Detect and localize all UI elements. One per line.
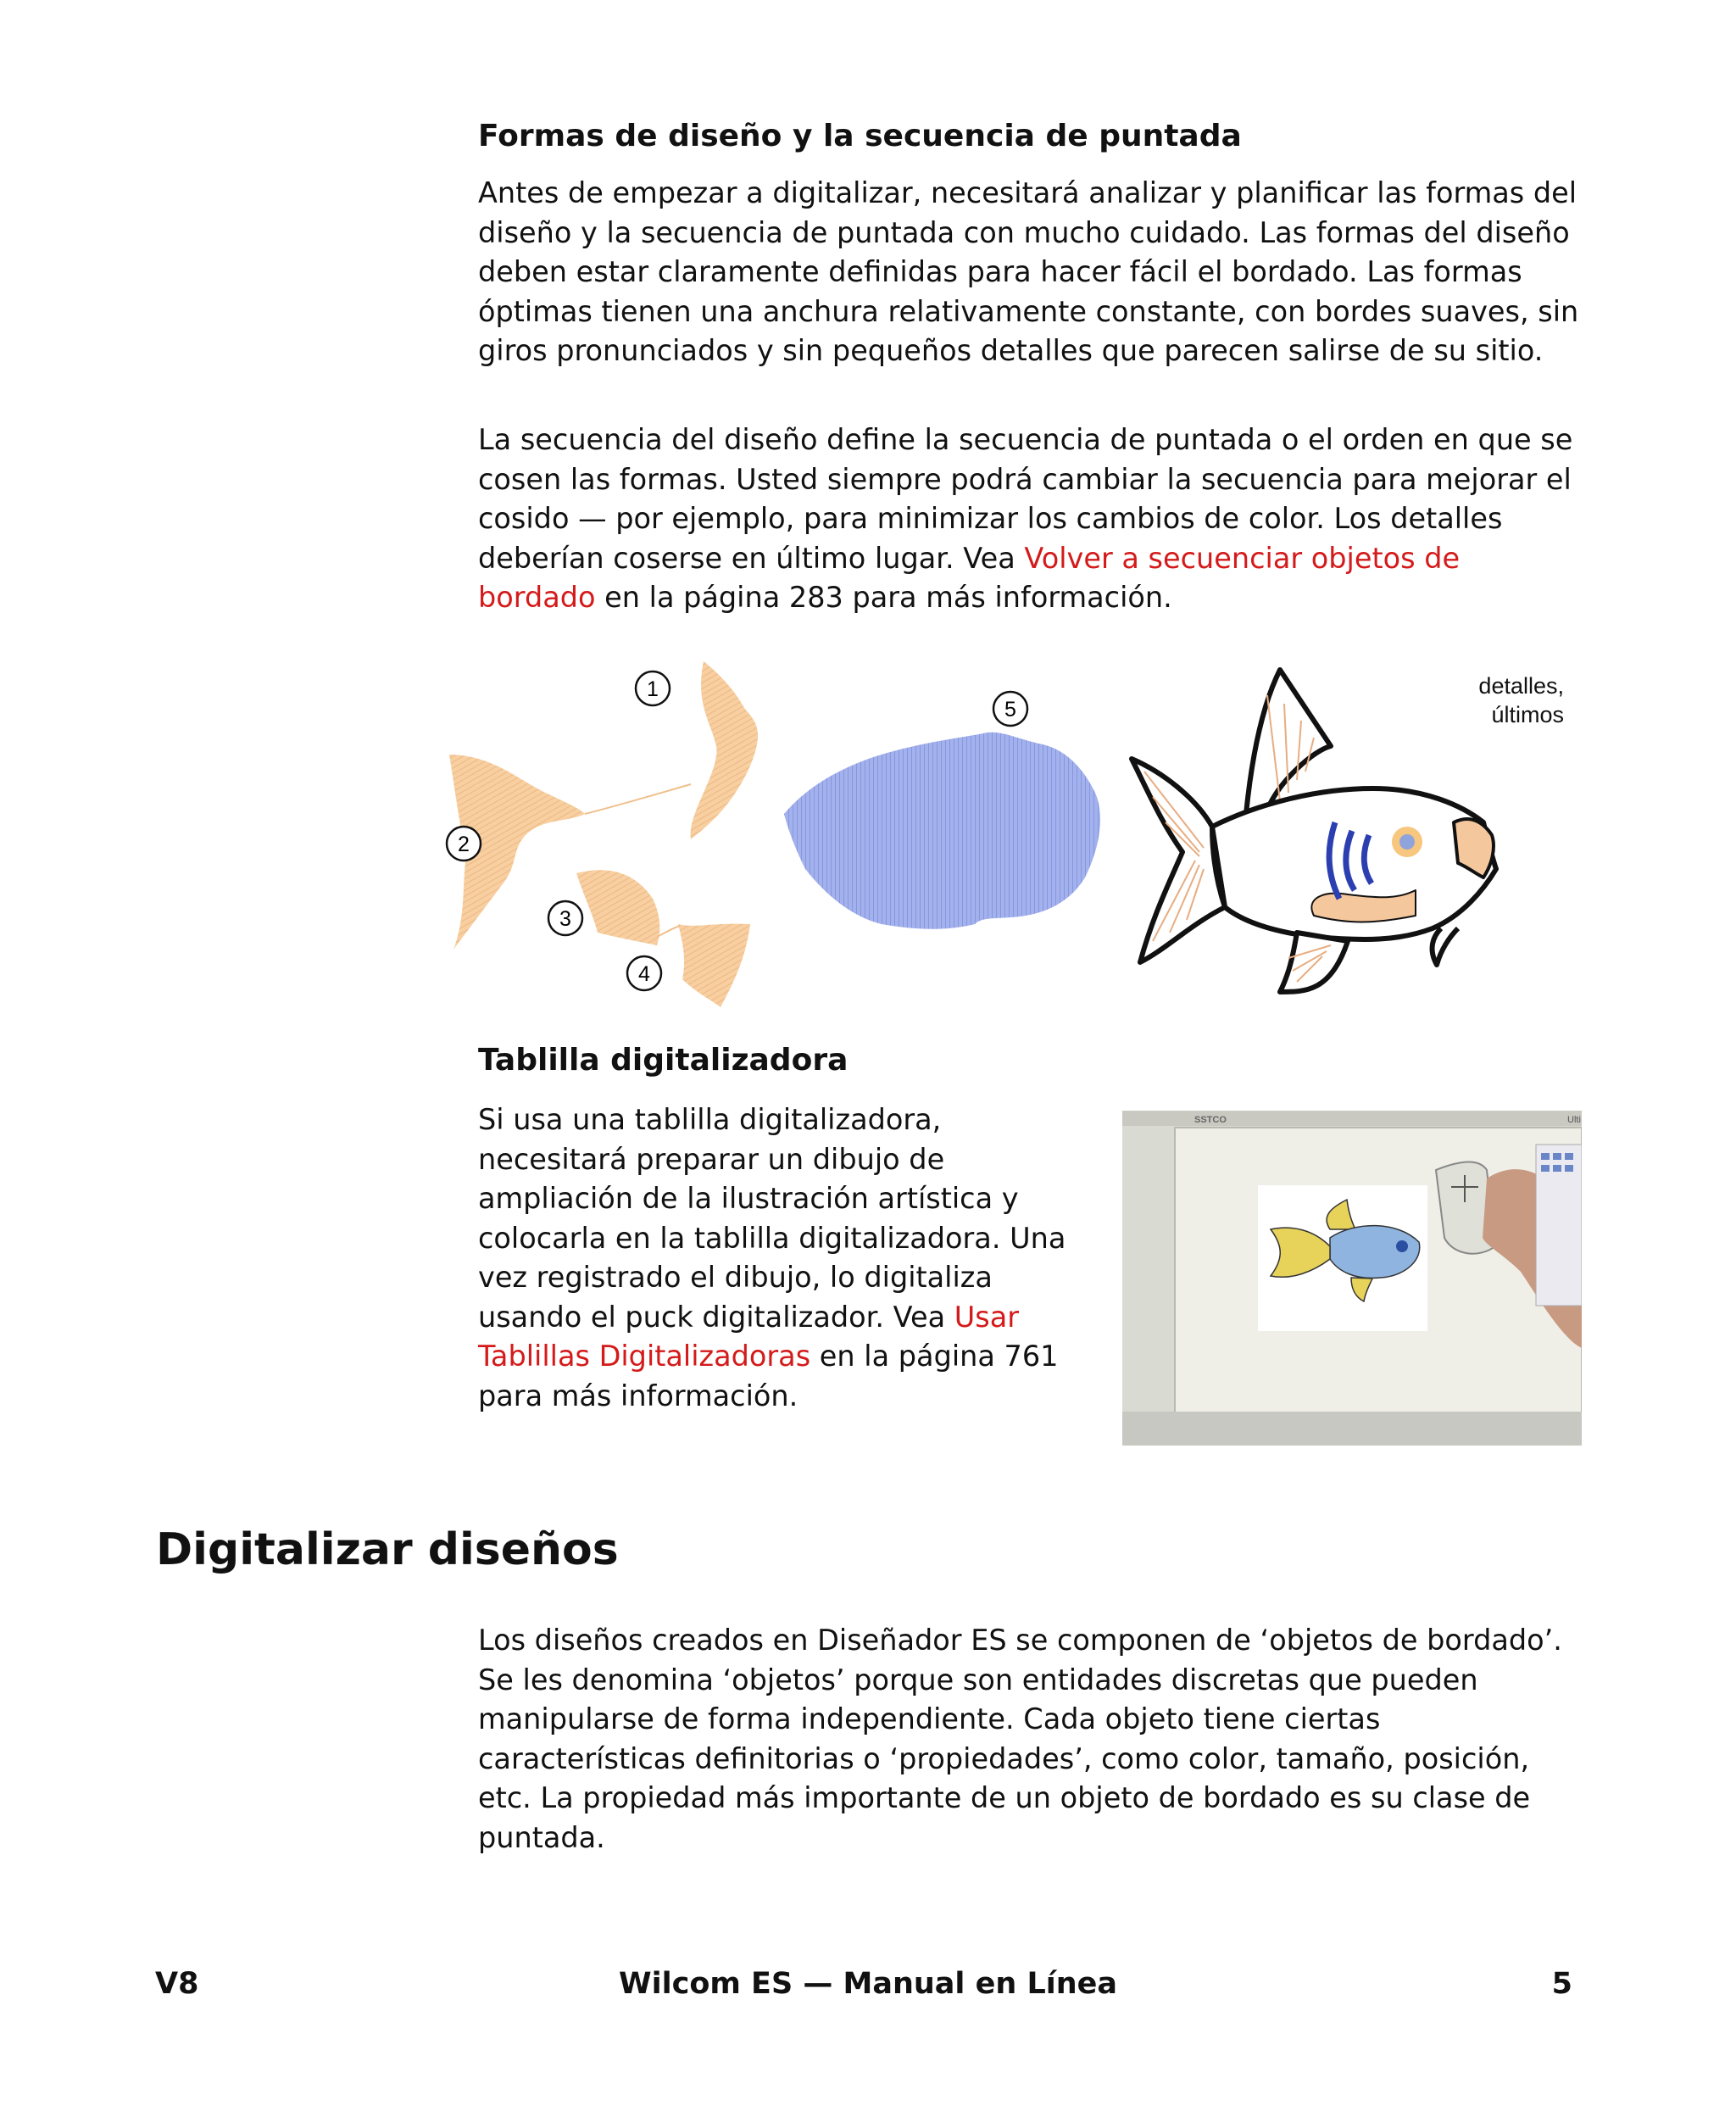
fish-body-blue — [784, 733, 1100, 929]
marker-1: 1 — [647, 677, 659, 701]
footer-page-number: 5 — [1551, 1967, 1572, 2001]
paragraph-text: en la página 761 para más información. — [478, 1340, 1059, 1412]
section-heading-tablilla: Tablilla digitalizadora — [478, 1043, 849, 1078]
link-usar-tablillas[interactable]: Usar Tablillas Digitalizadoras — [478, 1300, 1020, 1373]
paragraph-text: en la página 283 para más información. — [595, 581, 1172, 614]
paragraph-tablilla — [478, 1100, 1097, 1416]
paragraph-digitalizar: Los diseños creados en Diseñador ES se componen de ‘objetos de bordado’. Se les denomina ‘objetos’ porque son entidades discretas que pueden manipularse de forma independiente. Cada objeto tiene ciertas características definitorias o ‘propiedades’, como color, tamaño, posición, etc. La propiedad más importante de un objeto de bordado es su clase de puntada. — [478, 1624, 1562, 1854]
paragraph-formas-1: Antes de empezar a digitalizar, necesitará analizar y planificar las formas del diseño y la secuencia de puntada con mucho cuidado. Las formas del diseño deben estar claramente definidas para hacer fácil el bordado. Las formas óptimas tienen una anchura relativamente constante, con bordes suaves, sin giros pronunciados y sin pequeños detalles que parecen salirse de su sitio. — [478, 176, 1579, 367]
link-volver-secuenciar[interactable]: Volver a secuenciar objetos de bordado — [478, 541, 1461, 614]
tablet-corner-text: Ulti — [1567, 1115, 1581, 1125]
marker-2: 2 — [458, 833, 470, 856]
paragraph-text: Si usa una tablilla digitalizadora, necesitará preparar un dibujo de ampliación de la ilustración artística y colocarla en la tablilla digitalizadora. Una vez registrado el dibujo, lo digitaliza usando el puck digitalizador. Vea — [478, 1103, 1066, 1334]
chapter-heading-digitalizar: Digitalizar diseños — [156, 1524, 619, 1575]
marker-4: 4 — [638, 962, 650, 986]
tablet-brand-text: SSTCO — [1194, 1115, 1227, 1125]
fish-sequence-figure — [432, 644, 1585, 1017]
marker-5: 5 — [1004, 698, 1016, 721]
completed-fish-drawing — [1132, 670, 1496, 992]
digitizing-tablet-photo — [1122, 1111, 1582, 1446]
footer-manual-title: Wilcom ES — Manual en Línea — [618, 1967, 1118, 2001]
paragraph-text: La secuencia del diseño define la secuencia de puntada o el orden en que se cosen las formas. Usted siempre podrá cambiar la secuencia para mejorar el cosido — por ejemplo, para minimizar los cambios de color. Los detalles deberían coserse en último lugar. Vea — [478, 423, 1573, 575]
footer-version: V8 — [155, 1967, 199, 2001]
caption-ultimos: últimos — [1491, 702, 1564, 727]
fin-pieces — [449, 661, 758, 1007]
marker-3: 3 — [559, 907, 571, 931]
section-heading-formas: Formas de diseño y la secuencia de puntada — [478, 119, 1242, 153]
caption-detalles: detalles, — [1478, 673, 1564, 699]
paragraph-formas-2 — [478, 421, 1580, 618]
